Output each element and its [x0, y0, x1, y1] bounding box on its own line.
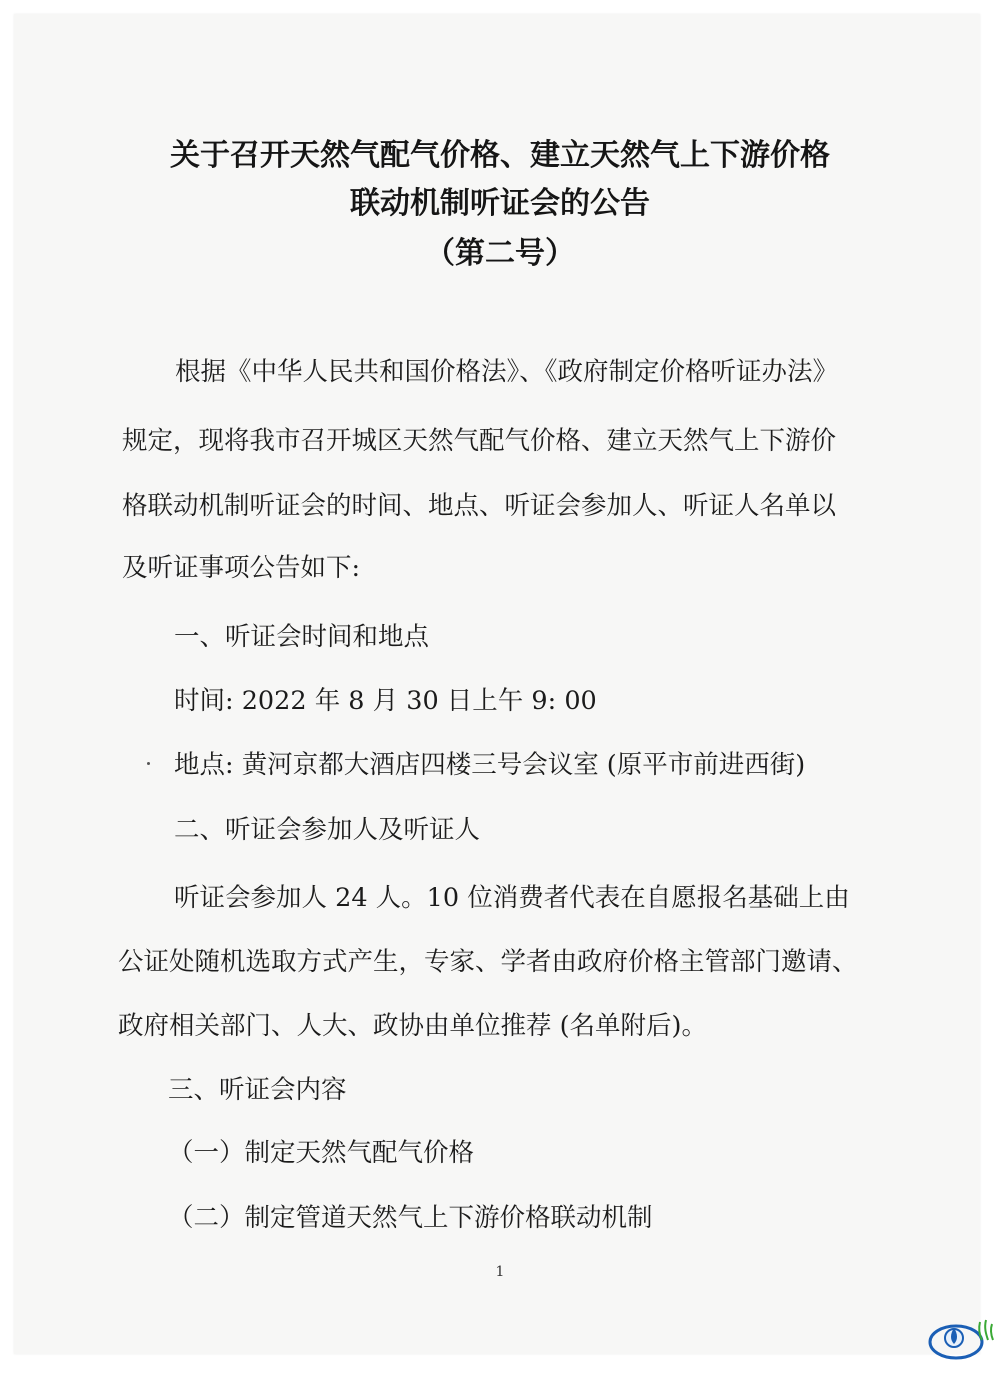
content-item-1: （一）制定天然气配气价格 [168, 1138, 475, 1168]
paragraph-1-line-2: 规定，现将我市召开城区天然气配气价格、建立天然气上下游价 [122, 426, 837, 456]
paragraph-2-line-3: 政府相关部门、人大、政协由单位推荐 (名单附后)。 [118, 1011, 708, 1041]
paragraph-2-line-2: 公证处随机选取方式产生，专家、学者由政府价格主管部门邀请、 [118, 947, 858, 977]
document-title-line-2: 联动机制听证会的公告 [350, 186, 650, 221]
paragraph-1-line-3: 格联动机制听证会的时间、地点、听证会参加人、听证人名单以 [122, 491, 837, 521]
paragraph-1-line-4: 及听证事项公告如下: [122, 553, 361, 583]
paragraph-1-line-1: 根据《中华人民共和国价格法》、《政府制定价格听证办法》 [175, 357, 839, 387]
meeting-location: 地点: 黄河京都大酒店四楼三号会议室 (原平市前进西街) [174, 750, 806, 780]
page-number: 1 [495, 1264, 505, 1280]
content-item-2: （二）制定管道天然气上下游价格联动机制 [168, 1203, 653, 1233]
cnlng-logo-icon [920, 1316, 998, 1370]
meeting-time: 时间: 2022 年 8 月 30 日上午 9: 00 [174, 686, 597, 716]
scan-speck [147, 762, 150, 765]
section-1-heading: 一、听证会时间和地点 [174, 622, 430, 652]
paragraph-2-line-1: 听证会参加人 24 人。10 位消费者代表在自愿报名基础上由 [174, 883, 850, 913]
section-3-heading: 三、听证会内容 [168, 1075, 347, 1105]
document-title-line-1: 关于召开天然气配气价格、建立天然气上下游价格 [170, 138, 830, 173]
section-2-heading: 二、听证会参加人及听证人 [174, 815, 481, 845]
document-title-number: （第二号） [425, 236, 575, 271]
